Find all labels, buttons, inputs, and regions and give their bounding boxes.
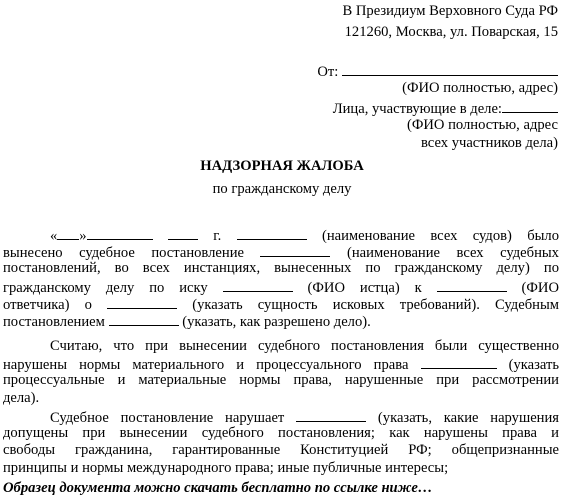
paragraph-1-line-2: вынесено судебное постановление (наименование всех судебных (3, 245, 559, 261)
plaintiff-blank[interactable] (223, 278, 293, 292)
paragraph-1-line-1: « » г. (наименование всех судов) было (50, 228, 559, 244)
month-blank[interactable] (87, 226, 153, 240)
decision-blank[interactable] (260, 243, 330, 257)
from-label: От: (317, 64, 342, 80)
court-blank[interactable] (237, 226, 307, 240)
year-blank[interactable] (168, 226, 198, 240)
paragraph-1-line-4: гражданскому делу по иску (ФИО истца) к (ФИО (3, 279, 559, 295)
paragraph-2-line-1: Считаю, что при вынесении судебного постановления были существенно (50, 338, 559, 354)
violations-blank[interactable] (296, 408, 366, 422)
from-blank[interactable] (342, 62, 558, 76)
participants-hint-1: (ФИО полностью, адрес (406, 117, 558, 133)
paragraph-2-line-4: дела). (3, 389, 40, 406)
participants-hint-2: всех участников дела) (421, 135, 558, 151)
paragraph-3-line-1: Судебное постановление нарушает (указать, какие нарушения (50, 410, 559, 426)
participants-field (333, 99, 558, 118)
paragraph-1-line-3: постановлений, во всех инстанциях, вынесенных по гражданскому делу) по (3, 260, 559, 277)
from-field (317, 62, 558, 81)
day-blank[interactable] (57, 226, 79, 240)
participants-label: Лица, участвующие в деле: (332, 101, 502, 117)
paragraph-1-line-5: ответчика) о (указать сущность исковых требований). Судебным (3, 296, 559, 312)
document-subtitle: по гражданскому делу (212, 181, 352, 197)
download-note: Образец документа можно скачать бесплатно по ссылке ниже… (3, 480, 433, 496)
ruling-blank[interactable] (109, 312, 179, 326)
addressee-line-1: В Президиум Верховного Суда РФ (342, 3, 558, 19)
claim-blank[interactable] (107, 295, 177, 309)
paragraph-3 (3, 408, 559, 477)
paragraph-3-line-4: принципы и нормы международного права; иные публичные интересы; (3, 459, 449, 476)
participants-blank[interactable] (502, 99, 558, 113)
norms-blank[interactable] (421, 355, 497, 369)
paragraph-3-line-2: допущены при вынесении судебного постановления; как нарушены права и (3, 425, 559, 442)
addressee-line-2: 121260, Москва, ул. Поварская, 15 (344, 24, 558, 40)
paragraph-1-line-6: постановлением (указать, как разрешено дело). (3, 313, 371, 330)
paragraph-2 (3, 338, 559, 407)
from-hint: (ФИО полностью, адрес) (402, 80, 558, 96)
defendant-blank[interactable] (437, 278, 507, 292)
paragraph-3-line-3: свободы гражданина, гарантированные Конституцией РФ; общепризнанные (3, 442, 559, 459)
paragraph-1 (3, 226, 559, 329)
paragraph-2-line-2: нарушены нормы материального и процессуального права (указать (3, 357, 559, 373)
document-title: НАДЗОРНАЯ ЖАЛОБА (200, 158, 364, 174)
paragraph-2-line-3: процессуальные и материальные нормы права, нарушенные при рассмотрении (3, 372, 559, 389)
